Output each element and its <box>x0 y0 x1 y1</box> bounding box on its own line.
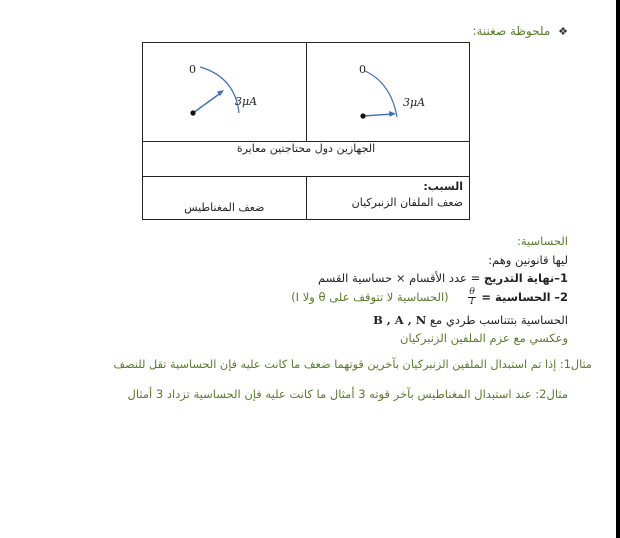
left-meter-diagram <box>143 43 303 141</box>
right-meter-zero: 0 <box>358 63 366 76</box>
direct-proportion-vars: B , A , N <box>373 313 427 327</box>
cause-text: ضعف الملفان الزنبركيان <box>351 196 463 209</box>
inverse-proportion: وعكسي مع عزم الملفين الزنبركيان <box>400 331 568 345</box>
diamond-bullet-icon: ❖ <box>558 25 568 38</box>
sensitivity-heading: الحساسية: <box>516 234 568 248</box>
direct-proportion <box>373 313 568 327</box>
example-2-label: مثال2: <box>535 387 568 401</box>
law-1-term: نهاية التدريج <box>483 271 555 285</box>
example-1 <box>113 358 592 371</box>
meter-cell-right <box>306 43 470 142</box>
left-meter-pointer <box>193 92 222 113</box>
example-2 <box>128 387 568 401</box>
right-meter-reading: 3μA <box>402 96 425 109</box>
left-meter-reading: 3μA <box>235 95 258 108</box>
example-1-label: مثال1: <box>559 358 592 371</box>
galvanometer-diagram-table <box>142 42 470 220</box>
meter-cell-left <box>143 43 307 142</box>
law-2-note: (الحساسية لا تتوقف على θ ولا I) <box>291 290 449 304</box>
example-1-text: إذا تم استبدال الملفين الزنبركيان بآخرين قوتهما ضعف ما كانت عليه فإن الحساسية تقل للنصف <box>113 358 560 371</box>
right-meter-pointer <box>363 114 393 116</box>
laws-intro: ليها قانونين وهم: <box>488 253 568 267</box>
fraction-numerator: θ <box>469 287 475 297</box>
fraction-denominator: I <box>470 297 474 307</box>
right-meter-diagram <box>307 43 475 141</box>
law-1-rest: = عدد الأقسام × حساسية القسم <box>317 271 484 285</box>
left-meter-zero: 0 <box>189 63 196 76</box>
right-meter-arc <box>365 71 397 117</box>
left-meter-pivot <box>190 110 195 115</box>
calibration-cell: الجهازين دول محتاجتين معايرة <box>143 142 470 177</box>
law-2-term: الحساسية <box>495 290 551 304</box>
law-2-number: 2– <box>554 290 568 304</box>
note-title: ملحوظة صغننة: <box>472 24 551 38</box>
note-heading <box>472 24 568 38</box>
law-2 <box>291 288 568 307</box>
law-1-number: 1– <box>554 271 568 285</box>
right-meter-arrow-icon <box>389 111 396 117</box>
direct-proportion-text: الحساسية بتتناسب طردي مع <box>429 313 568 327</box>
example-2-text: عند استبدال المغناطيس بآخر قوته 3 أمثال ما كانت عليه فإن الحساسية تزداد 3 أمثال <box>127 387 536 401</box>
law-2-fraction <box>468 288 475 307</box>
law-1 <box>318 271 568 285</box>
law-2-equals: = <box>481 290 496 304</box>
weak-magnets-cell: ضعف المغناطيس <box>143 177 307 220</box>
cause-title: السبب: <box>423 180 463 193</box>
right-meter-pivot <box>360 113 365 118</box>
cause-cell <box>306 177 470 220</box>
page-edge-bar <box>616 0 620 538</box>
left-meter-arc <box>200 67 239 113</box>
